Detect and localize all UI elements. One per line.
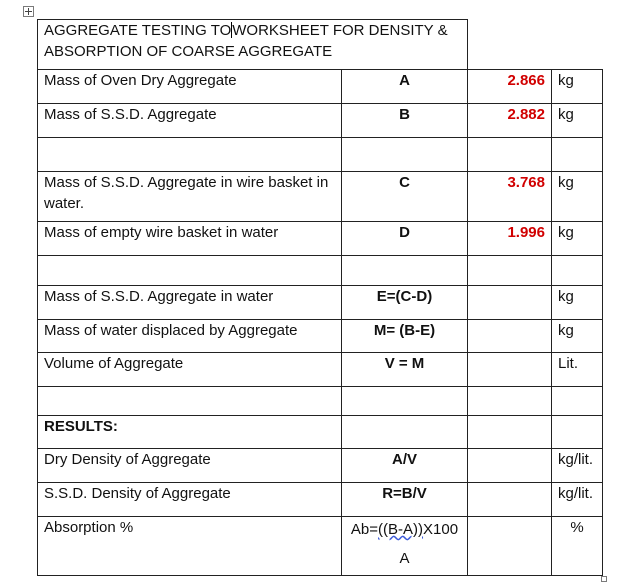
empty-cell[interactable] xyxy=(38,387,342,416)
ssd-water-code: E=(C-D) xyxy=(342,286,468,320)
empty-cell[interactable] xyxy=(552,256,603,286)
absorption-formula xyxy=(342,517,468,576)
formula-suffix: X100 xyxy=(423,521,459,538)
table-row xyxy=(38,449,603,483)
water-displaced-code: M= (B-E) xyxy=(342,320,468,353)
table-resize-handle[interactable] xyxy=(601,576,607,582)
dry-density-code: A/V xyxy=(342,449,468,483)
absorption-value[interactable] xyxy=(468,517,552,576)
ssd-density-label: S.S.D. Density of Aggregate xyxy=(38,483,342,517)
empty-cell[interactable] xyxy=(38,256,342,286)
empty-cell[interactable] xyxy=(552,387,603,416)
volume-code: V = M xyxy=(342,353,468,387)
volume-unit: Lit. xyxy=(552,353,603,387)
empty-cell[interactable] xyxy=(552,138,603,172)
dry-density-unit: kg/lit. xyxy=(552,449,603,483)
ssd-basket-label: Mass of S.S.D. Aggregate in wire basket in water. xyxy=(38,172,342,222)
ssd-label: Mass of S.S.D. Aggregate xyxy=(38,104,342,138)
empty-basket-code: D xyxy=(342,222,468,256)
title-part-2: WORKSHEET FOR DENSITY & ABSORPTION OF COARSE AGGREGATE xyxy=(44,22,448,60)
water-displaced-unit: kg xyxy=(552,320,603,353)
empty-basket-label: Mass of empty wire basket in water xyxy=(38,222,342,256)
empty-cell[interactable] xyxy=(38,138,342,172)
ssd-density-code: R=B/V xyxy=(342,483,468,517)
ssd-unit: kg xyxy=(552,104,603,138)
empty-cell[interactable] xyxy=(342,416,468,449)
absorption-unit: % xyxy=(552,517,603,576)
ssd-value[interactable]: 2.882 xyxy=(468,104,552,138)
oven-dry-code: A xyxy=(342,70,468,104)
ssd-density-unit: kg/lit. xyxy=(552,483,603,517)
table-row xyxy=(38,70,603,104)
worksheet-title[interactable] xyxy=(38,20,468,70)
formula-denominator: A xyxy=(399,550,410,567)
empty-basket-value[interactable]: 1.996 xyxy=(468,222,552,256)
empty-cell[interactable] xyxy=(552,416,603,449)
empty-cell[interactable] xyxy=(342,138,468,172)
title-row xyxy=(38,20,603,70)
table-row xyxy=(38,353,603,387)
results-heading-row xyxy=(38,416,603,449)
ssd-basket-unit: kg xyxy=(552,172,603,222)
table-row xyxy=(38,517,603,576)
table-row xyxy=(38,320,603,353)
formula-numerator: ((B-A)) xyxy=(378,521,424,538)
oven-dry-label: Mass of Oven Dry Aggregate xyxy=(38,70,342,104)
empty-cell[interactable] xyxy=(468,387,552,416)
empty-row xyxy=(38,256,603,286)
oven-dry-value[interactable]: 2.866 xyxy=(468,70,552,104)
absorption-label: Absorption % xyxy=(38,517,342,576)
title-part-1: AGGREGATE TESTING TO xyxy=(44,22,232,39)
table-row xyxy=(38,483,603,517)
ssd-density-value[interactable] xyxy=(468,483,552,517)
ssd-water-label: Mass of S.S.D. Aggregate in water xyxy=(38,286,342,320)
empty-cell[interactable] xyxy=(468,416,552,449)
table-move-handle[interactable] xyxy=(23,6,34,17)
volume-value[interactable] xyxy=(468,353,552,387)
ssd-water-unit: kg xyxy=(552,286,603,320)
empty-row xyxy=(38,387,603,416)
density-absorption-worksheet xyxy=(37,19,603,576)
water-displaced-value[interactable] xyxy=(468,320,552,353)
empty-cell[interactable] xyxy=(342,256,468,286)
table-row xyxy=(38,104,603,138)
empty-cell[interactable] xyxy=(468,138,552,172)
dry-density-label: Dry Density of Aggregate xyxy=(38,449,342,483)
ssd-code: B xyxy=(342,104,468,138)
empty-cell[interactable] xyxy=(468,256,552,286)
table-row xyxy=(38,222,603,256)
volume-label: Volume of Aggregate xyxy=(38,353,342,387)
empty-basket-unit: kg xyxy=(552,222,603,256)
water-displaced-label: Mass of water displaced by Aggregate xyxy=(38,320,342,353)
results-heading: RESULTS: xyxy=(38,416,342,449)
empty-row xyxy=(38,138,603,172)
oven-dry-unit: kg xyxy=(552,70,603,104)
formula-prefix: Ab= xyxy=(350,521,379,538)
empty-cell[interactable] xyxy=(342,387,468,416)
ssd-water-value[interactable] xyxy=(468,286,552,320)
table-row xyxy=(38,286,603,320)
table-row xyxy=(38,172,603,222)
ssd-basket-value[interactable]: 3.768 xyxy=(468,172,552,222)
ssd-basket-code: C xyxy=(342,172,468,222)
dry-density-value[interactable] xyxy=(468,449,552,483)
